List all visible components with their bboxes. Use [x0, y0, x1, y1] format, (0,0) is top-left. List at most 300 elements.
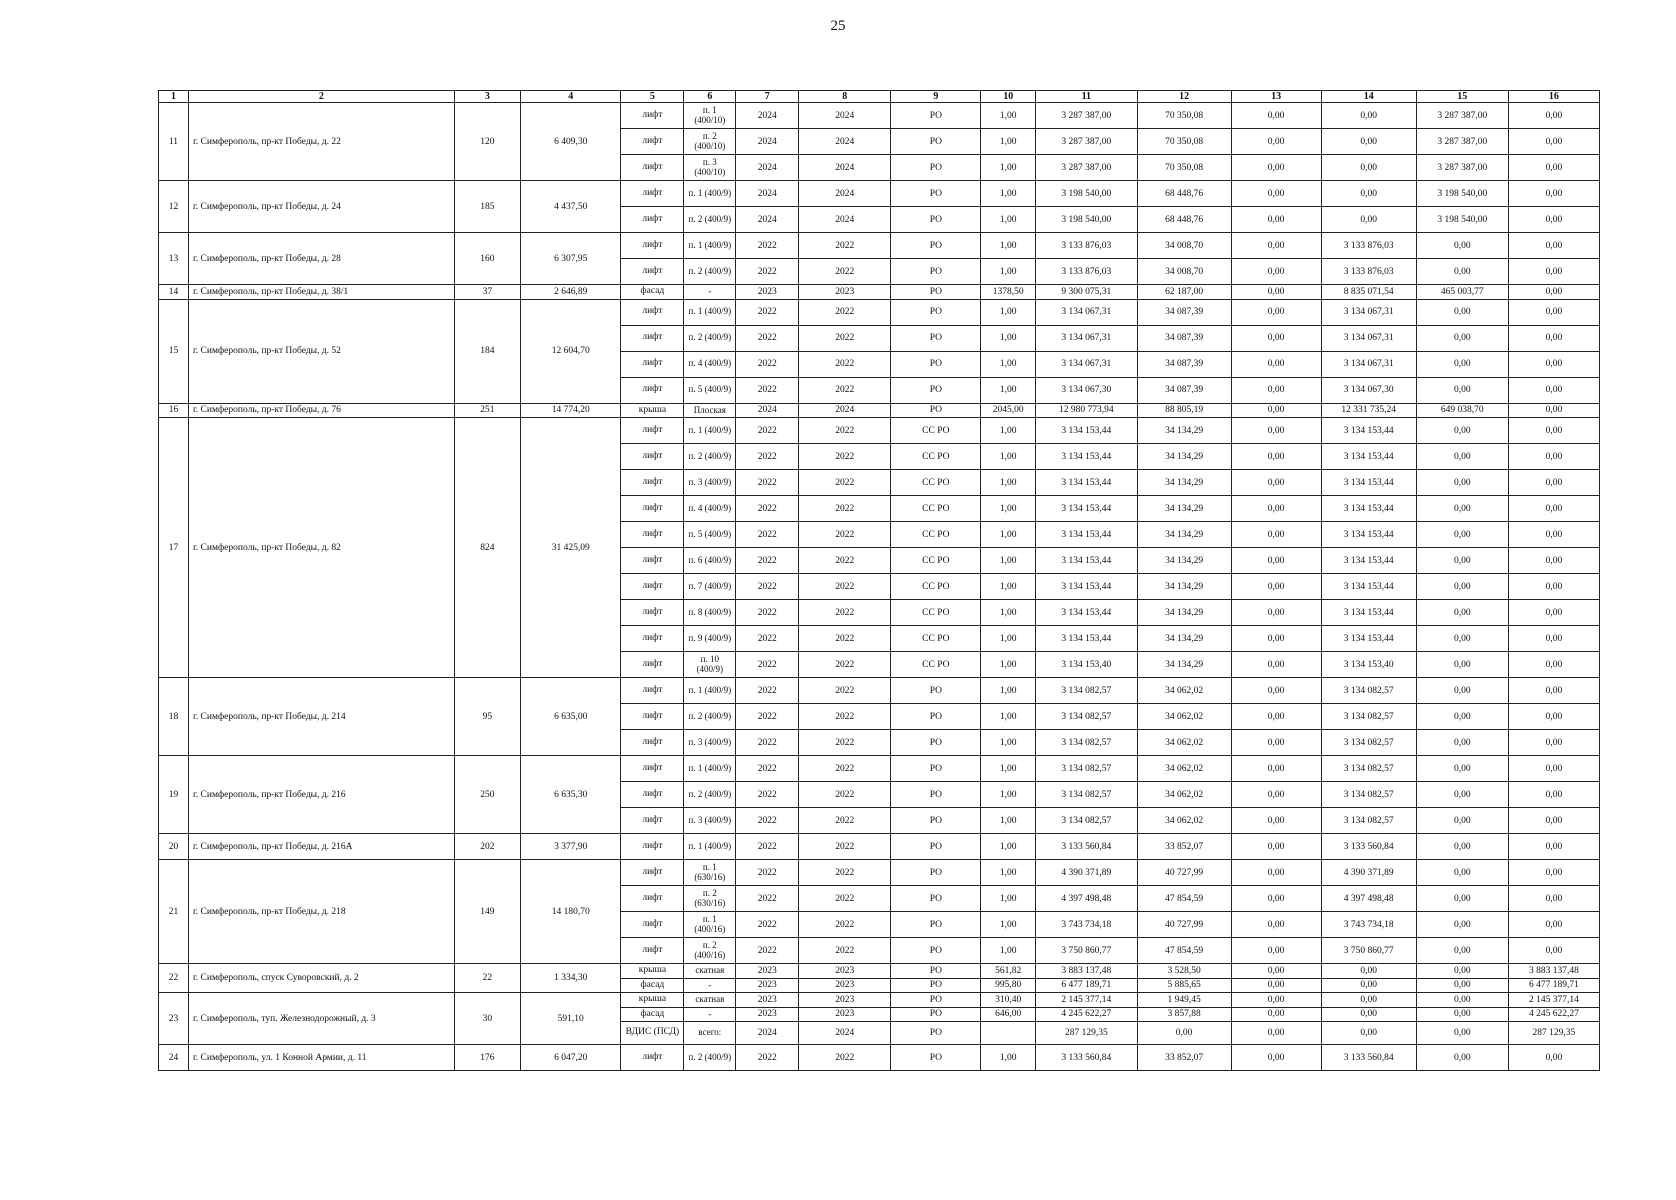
work-type-cell: лифт [621, 155, 684, 181]
area-cell: 14 774,20 [521, 403, 621, 418]
fund-16-cell: 0,00 [1508, 730, 1599, 756]
apartments-cell: 149 [454, 860, 520, 964]
table-row [159, 285, 1600, 300]
work-detail-cell: п. 2 (630/16) [684, 886, 736, 912]
unit-cost-cell: 34 087,39 [1137, 299, 1231, 325]
cost-cell: 3 743 734,18 [1036, 912, 1137, 938]
address-cell: г. Симферополь, пр-кт Победы, д. 22 [188, 103, 454, 181]
fund-13-cell: 0,00 [1231, 782, 1321, 808]
area-cell: 1 334,30 [521, 964, 621, 993]
cost-cell: 3 883 137,48 [1036, 964, 1137, 979]
volume-cell: 1,00 [981, 181, 1036, 207]
funding-cell: РО [891, 1022, 981, 1045]
work-type-cell: крыша [621, 403, 684, 418]
area-cell: 6 635,30 [521, 756, 621, 834]
cost-cell: 3 134 067,31 [1036, 299, 1137, 325]
cost-cell: 3 133 876,03 [1036, 233, 1137, 259]
year-end-cell: 2022 [799, 325, 891, 351]
year-end-cell: 2022 [799, 626, 891, 652]
row-number-cell: 21 [159, 860, 189, 964]
work-detail-cell: - [684, 285, 736, 300]
volume-cell: 1,00 [981, 678, 1036, 704]
work-detail-cell: п. 1 (400/9) [684, 181, 736, 207]
year-end-cell: 2023 [799, 1007, 891, 1022]
funding-cell: СС РО [891, 548, 981, 574]
fund-15-cell: 3 198 540,00 [1416, 207, 1508, 233]
funding-cell: СС РО [891, 496, 981, 522]
volume-cell: 1,00 [981, 325, 1036, 351]
year-end-cell: 2022 [799, 470, 891, 496]
work-detail-cell: - [684, 1007, 736, 1022]
work-type-cell: лифт [621, 652, 684, 678]
address-cell: г. Симферополь, туп. Железнодорожный, д. 3 [188, 993, 454, 1045]
volume-cell: 1,00 [981, 600, 1036, 626]
cost-cell: 3 134 153,44 [1036, 626, 1137, 652]
fund-16-cell: 0,00 [1508, 181, 1599, 207]
fund-16-cell: 0,00 [1508, 574, 1599, 600]
work-detail-cell: п. 2 (400/9) [684, 325, 736, 351]
year-end-cell: 2022 [799, 496, 891, 522]
apartments-cell: 251 [454, 403, 520, 418]
unit-cost-cell: 34 087,39 [1137, 351, 1231, 377]
cost-cell: 2 145 377,14 [1036, 993, 1137, 1008]
year-start-cell: 2022 [736, 496, 799, 522]
fund-15-cell: 0,00 [1416, 808, 1508, 834]
fund-16-cell: 0,00 [1508, 325, 1599, 351]
volume-cell: 1,00 [981, 444, 1036, 470]
unit-cost-cell: 34 062,02 [1137, 782, 1231, 808]
fund-13-cell: 0,00 [1231, 730, 1321, 756]
fund-15-cell: 0,00 [1416, 1045, 1508, 1071]
row-number-cell: 19 [159, 756, 189, 834]
funding-cell: РО [891, 103, 981, 129]
cost-cell: 3 287 387,00 [1036, 103, 1137, 129]
volume-cell: 561,82 [981, 964, 1036, 979]
year-end-cell: 2024 [799, 181, 891, 207]
apartments-cell: 22 [454, 964, 520, 993]
work-detail-cell: п. 8 (400/9) [684, 600, 736, 626]
volume-cell: 1378,50 [981, 285, 1036, 300]
cost-cell: 3 134 082,57 [1036, 730, 1137, 756]
fund-16-cell: 0,00 [1508, 704, 1599, 730]
unit-cost-cell: 34 134,29 [1137, 470, 1231, 496]
fund-13-cell: 0,00 [1231, 1022, 1321, 1045]
unit-cost-cell: 34 087,39 [1137, 377, 1231, 403]
table-row [159, 103, 1600, 129]
address-cell: г. Симферополь, пр-кт Победы, д. 28 [188, 233, 454, 285]
fund-13-cell: 0,00 [1231, 299, 1321, 325]
fund-14-cell: 3 134 153,44 [1321, 444, 1416, 470]
table-row [159, 756, 1600, 782]
work-detail-cell: п. 3 (400/10) [684, 155, 736, 181]
apartments-cell: 120 [454, 103, 520, 181]
column-number-cell: 5 [621, 91, 684, 103]
fund-13-cell: 0,00 [1231, 155, 1321, 181]
year-end-cell: 2022 [799, 938, 891, 964]
work-detail-cell: п. 2 (400/16) [684, 938, 736, 964]
row-number-cell: 15 [159, 299, 189, 403]
cost-cell: 3 134 067,31 [1036, 351, 1137, 377]
row-number-cell: 23 [159, 993, 189, 1045]
work-detail-cell: Плоская [684, 403, 736, 418]
fund-15-cell: 0,00 [1416, 1007, 1508, 1022]
year-start-cell: 2022 [736, 626, 799, 652]
cost-cell: 3 134 082,57 [1036, 782, 1137, 808]
fund-15-cell: 0,00 [1416, 938, 1508, 964]
fund-16-cell: 0,00 [1508, 782, 1599, 808]
work-type-cell: лифт [621, 574, 684, 600]
fund-13-cell: 0,00 [1231, 808, 1321, 834]
fund-14-cell: 4 397 498,48 [1321, 886, 1416, 912]
work-type-cell: лифт [621, 600, 684, 626]
unit-cost-cell: 68 448,76 [1137, 181, 1231, 207]
work-detail-cell: п. 2 (400/9) [684, 259, 736, 285]
unit-cost-cell: 34 134,29 [1137, 418, 1231, 444]
fund-14-cell: 3 134 082,57 [1321, 756, 1416, 782]
work-type-cell: лифт [621, 782, 684, 808]
funding-cell: РО [891, 912, 981, 938]
funding-cell: РО [891, 285, 981, 300]
cost-cell: 4 245 622,27 [1036, 1007, 1137, 1022]
apartments-cell: 250 [454, 756, 520, 834]
fund-16-cell: 287 129,35 [1508, 1022, 1599, 1045]
funding-cell: РО [891, 834, 981, 860]
fund-15-cell: 0,00 [1416, 522, 1508, 548]
fund-13-cell: 0,00 [1231, 574, 1321, 600]
address-cell: г. Симферополь, пр-кт Победы, д. 214 [188, 678, 454, 756]
volume-cell: 1,00 [981, 756, 1036, 782]
fund-15-cell: 3 198 540,00 [1416, 181, 1508, 207]
work-detail-cell: всего: [684, 1022, 736, 1045]
cost-cell: 6 477 189,71 [1036, 978, 1137, 993]
area-cell: 31 425,09 [521, 418, 621, 678]
funding-cell: СС РО [891, 600, 981, 626]
cost-cell: 12 980 773,94 [1036, 403, 1137, 418]
cost-cell: 3 134 153,44 [1036, 496, 1137, 522]
fund-13-cell: 0,00 [1231, 1045, 1321, 1071]
area-cell: 12 604,70 [521, 299, 621, 403]
fund-16-cell: 0,00 [1508, 155, 1599, 181]
fund-15-cell: 465 003,77 [1416, 285, 1508, 300]
fund-13-cell: 0,00 [1231, 626, 1321, 652]
fund-15-cell: 0,00 [1416, 704, 1508, 730]
area-cell: 14 180,70 [521, 860, 621, 964]
table-row [159, 678, 1600, 704]
funding-cell: РО [891, 730, 981, 756]
fund-15-cell: 0,00 [1416, 548, 1508, 574]
cost-cell: 3 134 067,31 [1036, 325, 1137, 351]
fund-13-cell: 0,00 [1231, 285, 1321, 300]
fund-16-cell: 0,00 [1508, 285, 1599, 300]
fund-16-cell: 0,00 [1508, 652, 1599, 678]
fund-16-cell: 4 245 622,27 [1508, 1007, 1599, 1022]
year-start-cell: 2023 [736, 1007, 799, 1022]
capital-repair-table [158, 90, 1600, 1071]
work-type-cell: лифт [621, 259, 684, 285]
unit-cost-cell: 34 134,29 [1137, 574, 1231, 600]
volume-cell: 1,00 [981, 808, 1036, 834]
work-detail-cell: п. 3 (400/9) [684, 730, 736, 756]
year-start-cell: 2023 [736, 993, 799, 1008]
address-cell: г. Симферополь, пр-кт Победы, д. 38/1 [188, 285, 454, 300]
year-end-cell: 2023 [799, 978, 891, 993]
row-number-cell: 20 [159, 834, 189, 860]
volume-cell: 1,00 [981, 418, 1036, 444]
volume-cell: 1,00 [981, 377, 1036, 403]
unit-cost-cell: 3 528,50 [1137, 964, 1231, 979]
unit-cost-cell: 34 087,39 [1137, 325, 1231, 351]
funding-cell: РО [891, 325, 981, 351]
unit-cost-cell: 34 008,70 [1137, 233, 1231, 259]
year-end-cell: 2022 [799, 351, 891, 377]
work-detail-cell: - [684, 978, 736, 993]
volume-cell: 1,00 [981, 626, 1036, 652]
cost-cell: 4 390 371,89 [1036, 860, 1137, 886]
unit-cost-cell: 34 134,29 [1137, 548, 1231, 574]
volume-cell: 1,00 [981, 1045, 1036, 1071]
fund-15-cell: 0,00 [1416, 574, 1508, 600]
funding-cell: СС РО [891, 522, 981, 548]
year-end-cell: 2022 [799, 886, 891, 912]
column-number-cell: 1 [159, 91, 189, 103]
year-start-cell: 2022 [736, 1045, 799, 1071]
cost-cell: 3 198 540,00 [1036, 207, 1137, 233]
fund-14-cell: 3 134 153,44 [1321, 600, 1416, 626]
year-end-cell: 2024 [799, 129, 891, 155]
unit-cost-cell: 62 187,00 [1137, 285, 1231, 300]
fund-14-cell: 8 835 071,54 [1321, 285, 1416, 300]
cost-cell: 3 287 387,00 [1036, 155, 1137, 181]
volume-cell: 1,00 [981, 155, 1036, 181]
fund-15-cell: 0,00 [1416, 912, 1508, 938]
work-type-cell: лифт [621, 730, 684, 756]
fund-14-cell: 3 134 082,57 [1321, 808, 1416, 834]
unit-cost-cell: 34 062,02 [1137, 730, 1231, 756]
work-detail-cell: п. 9 (400/9) [684, 626, 736, 652]
work-detail-cell: п. 1 (400/9) [684, 834, 736, 860]
fund-15-cell: 0,00 [1416, 325, 1508, 351]
column-number-row [159, 91, 1600, 103]
fund-14-cell: 0,00 [1321, 993, 1416, 1008]
apartments-cell: 176 [454, 1045, 520, 1071]
fund-16-cell: 0,00 [1508, 129, 1599, 155]
fund-14-cell: 3 134 082,57 [1321, 704, 1416, 730]
fund-13-cell: 0,00 [1231, 834, 1321, 860]
fund-14-cell: 3 134 153,44 [1321, 496, 1416, 522]
fund-16-cell: 0,00 [1508, 233, 1599, 259]
volume-cell: 1,00 [981, 299, 1036, 325]
cost-cell: 4 397 498,48 [1036, 886, 1137, 912]
row-number-cell: 14 [159, 285, 189, 300]
fund-13-cell: 0,00 [1231, 652, 1321, 678]
cost-cell: 9 300 075,31 [1036, 285, 1137, 300]
column-number-cell: 3 [454, 91, 520, 103]
fund-13-cell: 0,00 [1231, 444, 1321, 470]
fund-13-cell: 0,00 [1231, 233, 1321, 259]
year-start-cell: 2022 [736, 938, 799, 964]
volume-cell: 1,00 [981, 470, 1036, 496]
work-type-cell: фасад [621, 1007, 684, 1022]
work-detail-cell: п. 1 (400/9) [684, 756, 736, 782]
row-number-cell: 18 [159, 678, 189, 756]
work-detail-cell: п. 1 (400/10) [684, 103, 736, 129]
area-cell: 591,10 [521, 993, 621, 1045]
column-number-cell: 11 [1036, 91, 1137, 103]
fund-14-cell: 3 133 876,03 [1321, 259, 1416, 285]
fund-15-cell: 0,00 [1416, 652, 1508, 678]
work-type-cell: лифт [621, 325, 684, 351]
cost-cell: 3 134 153,44 [1036, 444, 1137, 470]
unit-cost-cell: 70 350,08 [1137, 103, 1231, 129]
funding-cell: РО [891, 886, 981, 912]
year-end-cell: 2024 [799, 403, 891, 418]
area-cell: 6 409,30 [521, 103, 621, 181]
year-start-cell: 2022 [736, 522, 799, 548]
year-end-cell: 2022 [799, 233, 891, 259]
year-start-cell: 2022 [736, 808, 799, 834]
cost-cell: 3 133 876,03 [1036, 259, 1137, 285]
volume-cell: 1,00 [981, 233, 1036, 259]
work-detail-cell: п. 2 (400/9) [684, 207, 736, 233]
column-number-cell: 9 [891, 91, 981, 103]
fund-13-cell: 0,00 [1231, 207, 1321, 233]
fund-15-cell: 0,00 [1416, 964, 1508, 979]
fund-16-cell: 6 477 189,71 [1508, 978, 1599, 993]
unit-cost-cell: 70 350,08 [1137, 155, 1231, 181]
year-end-cell: 2022 [799, 756, 891, 782]
unit-cost-cell: 70 350,08 [1137, 129, 1231, 155]
volume-cell: 646,00 [981, 1007, 1036, 1022]
fund-14-cell: 3 134 082,57 [1321, 678, 1416, 704]
volume-cell: 1,00 [981, 496, 1036, 522]
fund-14-cell: 3 133 560,84 [1321, 1045, 1416, 1071]
unit-cost-cell: 1 949,45 [1137, 993, 1231, 1008]
year-end-cell: 2022 [799, 522, 891, 548]
address-cell: г. Симферополь, спуск Суворовский, д. 2 [188, 964, 454, 993]
year-end-cell: 2022 [799, 548, 891, 574]
fund-13-cell: 0,00 [1231, 860, 1321, 886]
table-row [159, 418, 1600, 444]
work-type-cell: лифт [621, 626, 684, 652]
fund-16-cell: 0,00 [1508, 626, 1599, 652]
fund-14-cell: 0,00 [1321, 1022, 1416, 1045]
fund-13-cell: 0,00 [1231, 259, 1321, 285]
volume-cell: 1,00 [981, 259, 1036, 285]
year-start-cell: 2022 [736, 912, 799, 938]
fund-15-cell: 0,00 [1416, 678, 1508, 704]
fund-14-cell: 3 134 153,44 [1321, 522, 1416, 548]
unit-cost-cell: 3 857,88 [1137, 1007, 1231, 1022]
fund-13-cell: 0,00 [1231, 418, 1321, 444]
table-row [159, 403, 1600, 418]
year-start-cell: 2022 [736, 233, 799, 259]
work-type-cell: лифт [621, 548, 684, 574]
fund-13-cell: 0,00 [1231, 678, 1321, 704]
row-number-cell: 16 [159, 403, 189, 418]
unit-cost-cell: 40 727,99 [1137, 860, 1231, 886]
fund-13-cell: 0,00 [1231, 377, 1321, 403]
fund-14-cell: 3 134 153,44 [1321, 470, 1416, 496]
work-type-cell: лифт [621, 912, 684, 938]
volume-cell: 1,00 [981, 704, 1036, 730]
volume-cell: 995,80 [981, 978, 1036, 993]
fund-13-cell: 0,00 [1231, 704, 1321, 730]
funding-cell: РО [891, 1045, 981, 1071]
fund-14-cell: 3 134 067,30 [1321, 377, 1416, 403]
work-type-cell: лифт [621, 233, 684, 259]
volume-cell: 1,00 [981, 103, 1036, 129]
funding-cell: СС РО [891, 444, 981, 470]
work-detail-cell: скатная [684, 993, 736, 1008]
unit-cost-cell: 34 134,29 [1137, 496, 1231, 522]
cost-cell: 3 133 560,84 [1036, 1045, 1137, 1071]
unit-cost-cell: 34 134,29 [1137, 522, 1231, 548]
year-end-cell: 2022 [799, 808, 891, 834]
unit-cost-cell: 47 854,59 [1137, 938, 1231, 964]
fund-15-cell: 0,00 [1416, 496, 1508, 522]
year-start-cell: 2024 [736, 181, 799, 207]
work-type-cell: лифт [621, 496, 684, 522]
year-start-cell: 2024 [736, 1022, 799, 1045]
year-end-cell: 2024 [799, 155, 891, 181]
column-number-cell: 6 [684, 91, 736, 103]
unit-cost-cell: 33 852,07 [1137, 834, 1231, 860]
fund-16-cell: 0,00 [1508, 496, 1599, 522]
area-cell: 2 646,89 [521, 285, 621, 300]
funding-cell: РО [891, 259, 981, 285]
year-start-cell: 2022 [736, 377, 799, 403]
fund-16-cell: 0,00 [1508, 351, 1599, 377]
year-end-cell: 2024 [799, 103, 891, 129]
work-detail-cell: п. 2 (400/9) [684, 782, 736, 808]
year-end-cell: 2022 [799, 600, 891, 626]
cost-cell: 3 750 860,77 [1036, 938, 1137, 964]
volume-cell: 1,00 [981, 834, 1036, 860]
volume-cell: 1,00 [981, 912, 1036, 938]
year-end-cell: 2022 [799, 730, 891, 756]
fund-13-cell: 0,00 [1231, 403, 1321, 418]
work-type-cell: лифт [621, 860, 684, 886]
fund-15-cell: 0,00 [1416, 756, 1508, 782]
funding-cell: РО [891, 1007, 981, 1022]
fund-15-cell: 0,00 [1416, 233, 1508, 259]
volume-cell: 1,00 [981, 782, 1036, 808]
work-type-cell: лифт [621, 522, 684, 548]
year-start-cell: 2022 [736, 756, 799, 782]
unit-cost-cell: 33 852,07 [1137, 1045, 1231, 1071]
fund-14-cell: 3 743 734,18 [1321, 912, 1416, 938]
volume-cell: 2045,00 [981, 403, 1036, 418]
volume-cell: 1,00 [981, 351, 1036, 377]
cost-cell: 3 134 153,44 [1036, 600, 1137, 626]
table-row [159, 834, 1600, 860]
year-end-cell: 2022 [799, 652, 891, 678]
work-type-cell: лифт [621, 834, 684, 860]
fund-15-cell: 0,00 [1416, 782, 1508, 808]
year-start-cell: 2022 [736, 325, 799, 351]
cost-cell: 3 287 387,00 [1036, 129, 1137, 155]
fund-15-cell: 0,00 [1416, 834, 1508, 860]
funding-cell: РО [891, 377, 981, 403]
table-row [159, 964, 1600, 979]
volume-cell: 1,00 [981, 574, 1036, 600]
address-cell: г. Симферополь, пр-кт Победы, д. 216 [188, 756, 454, 834]
fund-15-cell: 0,00 [1416, 730, 1508, 756]
volume-cell [981, 1022, 1036, 1045]
row-number-cell: 12 [159, 181, 189, 233]
table-row [159, 181, 1600, 207]
work-detail-cell: п. 3 (400/9) [684, 470, 736, 496]
